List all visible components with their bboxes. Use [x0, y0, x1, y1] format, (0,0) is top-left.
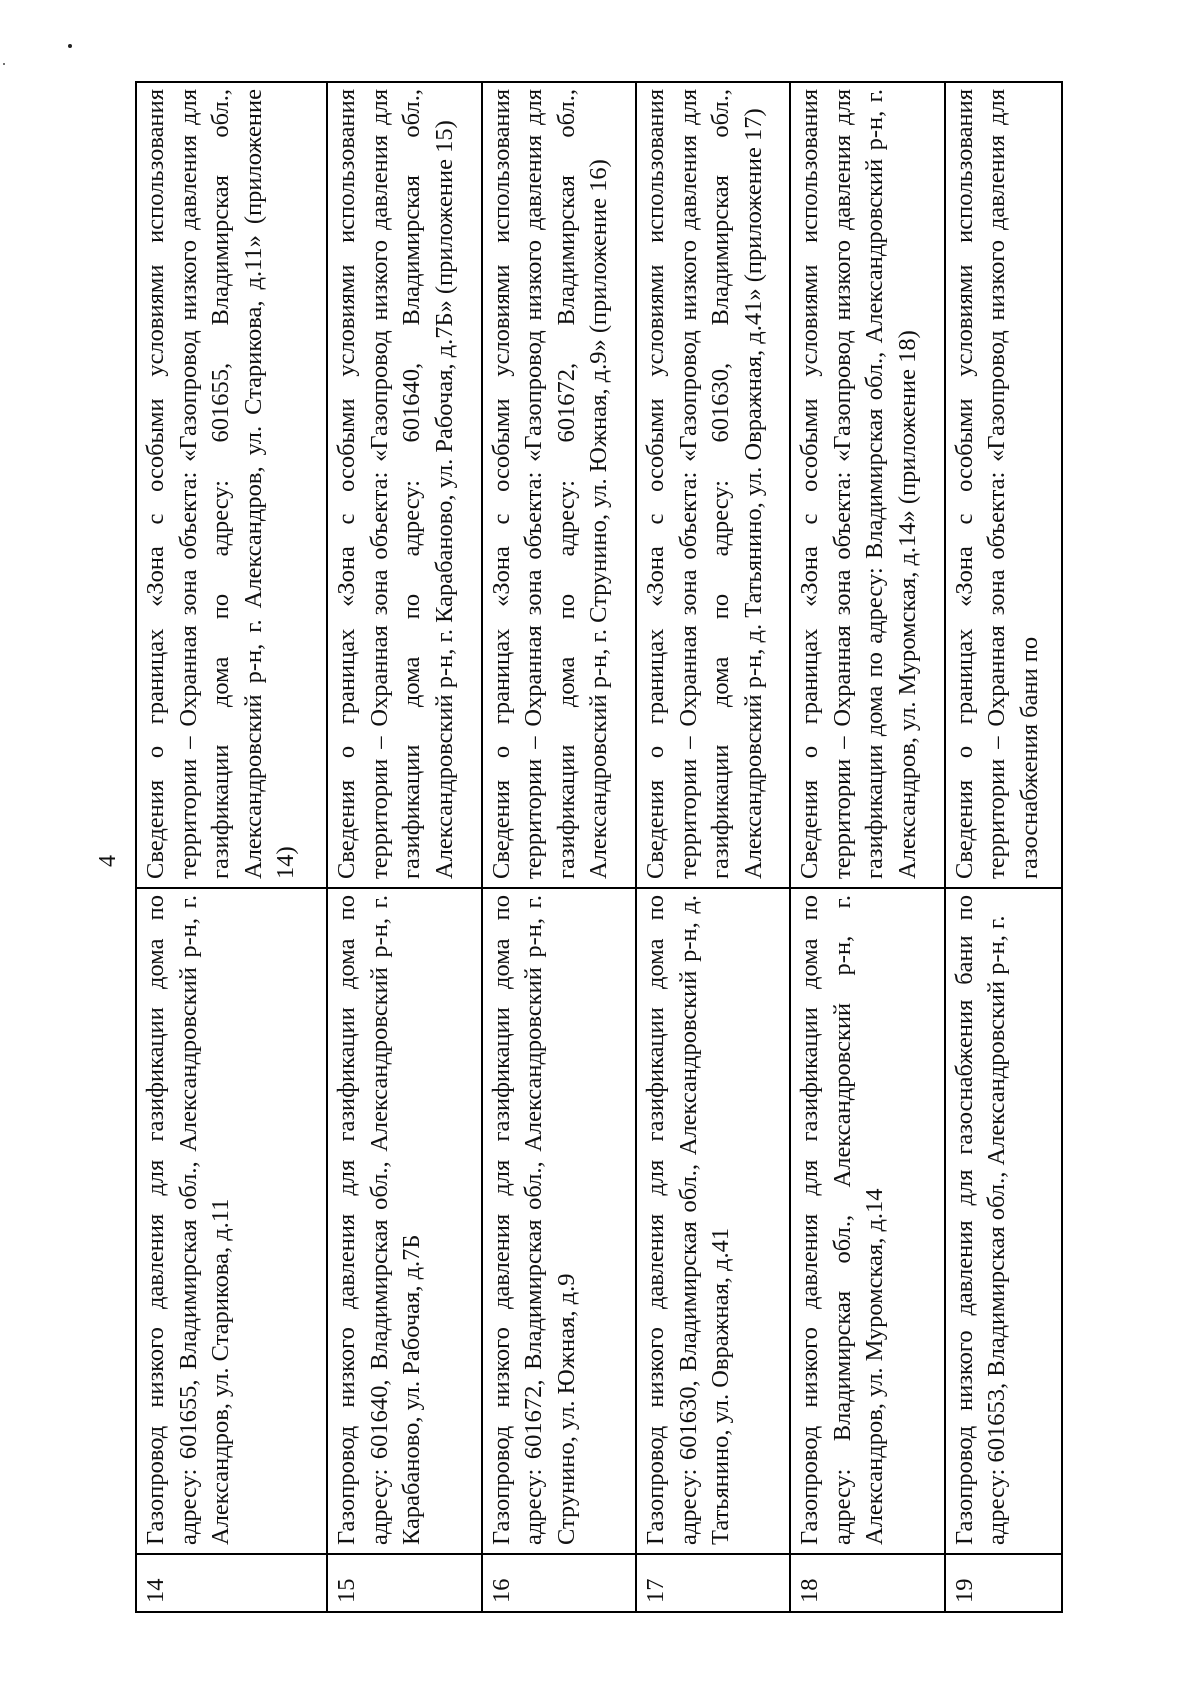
page-number: 4 [95, 855, 121, 867]
object-description: Газопровод низкого давления для газоснабжения бани по адресу: 601653, Владимирская обл., Александровский р-н, г. [945, 888, 1062, 1554]
object-description: Газопровод низкого давления для газификации дома по адресу: Владимирская обл., Александровский р-н, г. Александров, ул. Муромская, д.14 [790, 888, 944, 1554]
object-description: Газопровод низкого давления для газификации дома по адресу: 601640, Владимирская обл., Александровский р-н, г. Карабаново, ул. Рабочая, д.7Б [327, 888, 481, 1554]
zone-info: Сведения о границах «Зона с особыми условиями использования территории – Охранная зона объекта: «Газопровод низкого давления для газификации дома по адресу: 601655, Владимирская обл., Александровский р-н, г. Александров, ул. Старикова, д.11» (приложение 14) [136, 82, 327, 888]
table-row [636, 82, 790, 1612]
row-number: 18 [790, 1554, 944, 1612]
object-description: Газопровод низкого давления для газификации дома по адресу: 601630, Владимирская обл., Александровский р-н, д. Татьянино, ул. Овражная, д.41 [636, 888, 790, 1554]
row-number: 19 [945, 1554, 1062, 1612]
table-row [482, 82, 636, 1612]
table-row [945, 82, 1062, 1612]
scan-speck [3, 63, 5, 65]
row-number: 16 [482, 1554, 636, 1612]
zone-info: Сведения о границах «Зона с особыми условиями использования территории – Охранная зона объекта: «Газопровод низкого давления для газификации дома по адресу: 601630, Владимирская обл., Александровский р-н, д. Татьянино, ул. Овражная, д.41» (приложение 17) [636, 82, 790, 888]
zone-info: Сведения о границах «Зона с особыми условиями использования территории – Охранная зона объекта: «Газопровод низкого давления для газификации дома по адресу: 601672, Владимирская обл., Александровский р-н, г. Струнино, ул. Южная, д.9» (приложение 16) [482, 82, 636, 888]
row-number: 14 [136, 1554, 327, 1612]
zones-table [135, 81, 1063, 1613]
row-number: 17 [636, 1554, 790, 1612]
table-row [327, 82, 481, 1612]
zone-info: Сведения о границах «Зона с особыми условиями использования территории – Охранная зона объекта: «Газопровод низкого давления для газоснабжения бани по [945, 82, 1062, 888]
table-row [790, 82, 944, 1612]
scan-speck [68, 44, 72, 48]
table-row [136, 82, 327, 1612]
zone-info: Сведения о границах «Зона с особыми условиями использования территории – Охранная зона объекта: «Газопровод низкого давления для газификации дома по адресу: Владимирская обл., Александровский р-н, г. Александров, ул. Муромская, д.14» (приложение 18) [790, 82, 944, 888]
object-description: Газопровод низкого давления для газификации дома по адресу: 601655, Владимирская обл., Александровский р-н, г. Александров, ул. Старикова, д.11 [136, 888, 327, 1554]
row-number: 15 [327, 1554, 481, 1612]
rotated-page [135, 83, 1063, 1613]
zone-info: Сведения о границах «Зона с особыми условиями использования территории – Охранная зона объекта: «Газопровод низкого давления для газификации дома по адресу: 601640, Владимирская обл., Александровский р-н, г. Карабаново, ул. Рабочая, д.7Б» (приложение 15) [327, 82, 481, 888]
object-description: Газопровод низкого давления для газификации дома по адресу: 601672, Владимирская обл., Александровский р-н, г. Струнино, ул. Южная, д.9 [482, 888, 636, 1554]
